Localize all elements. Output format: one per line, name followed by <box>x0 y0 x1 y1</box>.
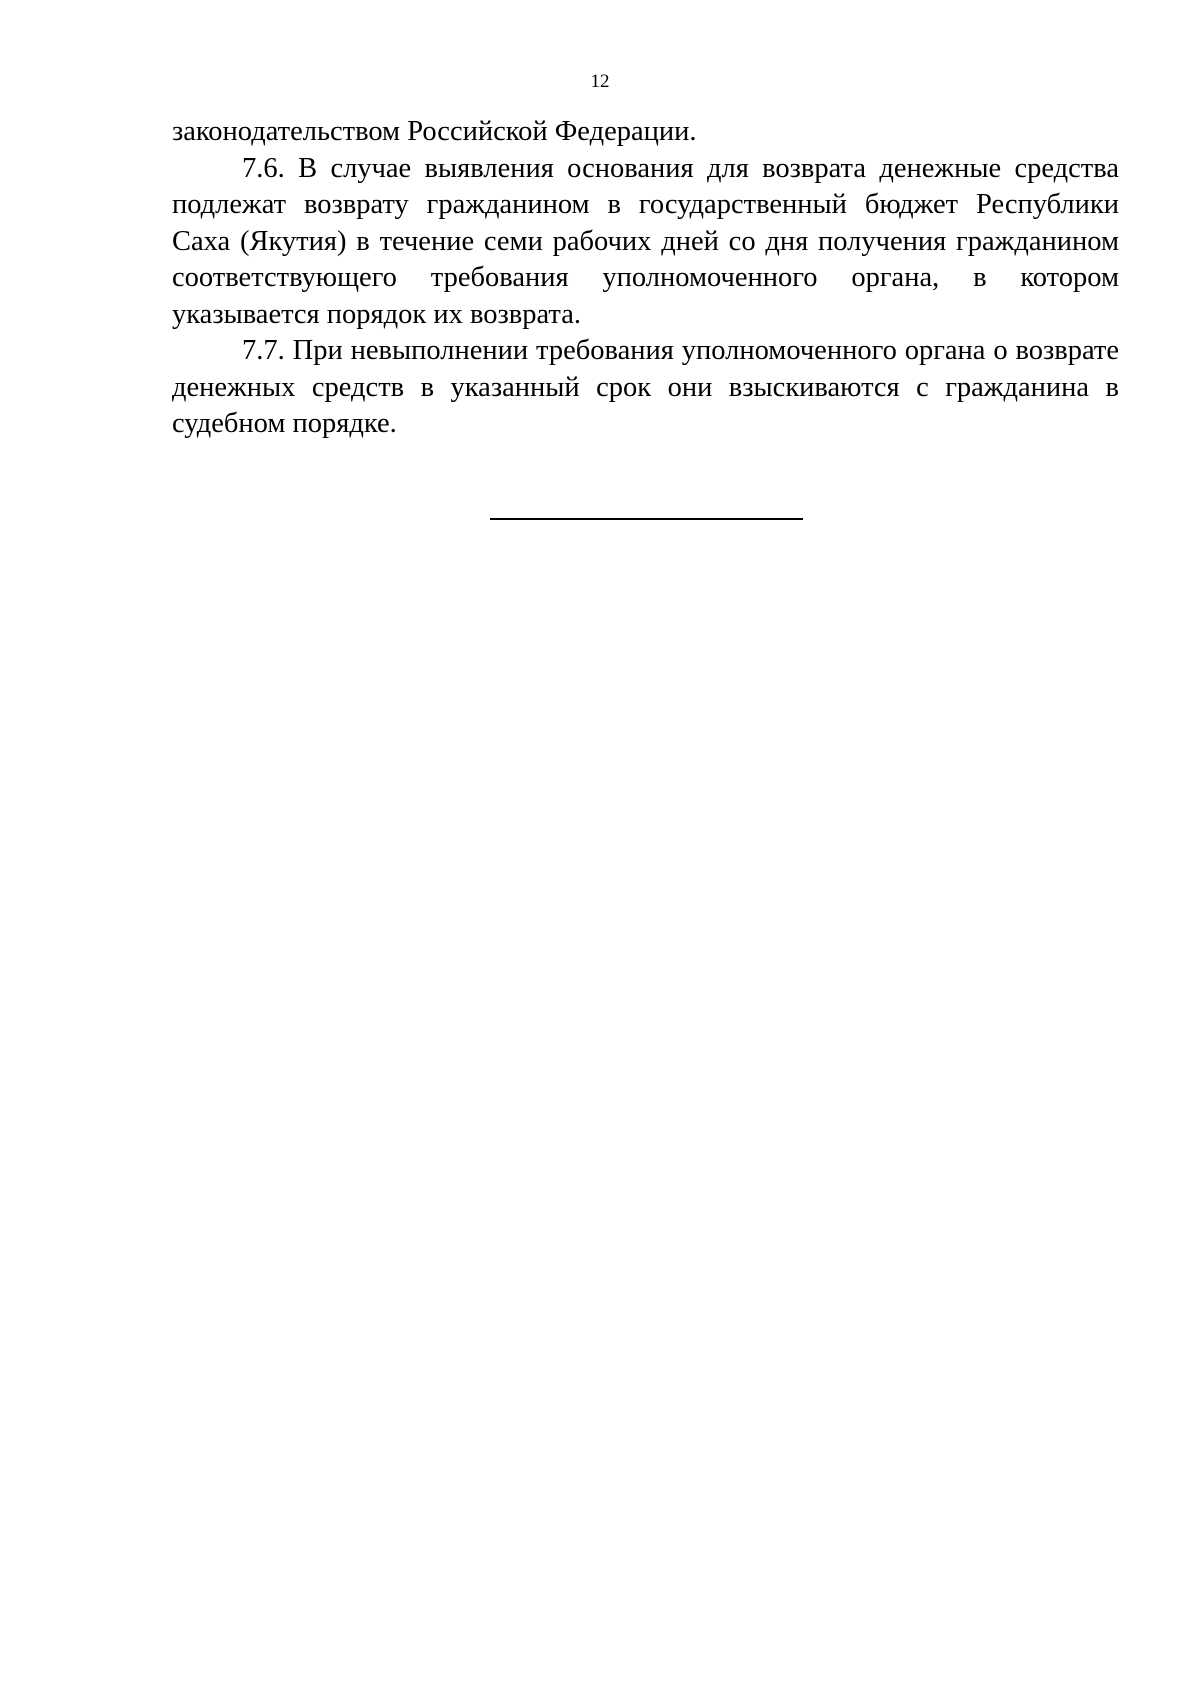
paragraph-clause-7-6: 7.6. В случае выявления основания для возврата денежные средства подлежат возврату гражданином в государственный бюджет Республики Саха (Якутия) в течение семи рабочих дней со дня получения гражданином соответствующего требования уполномоченного органа, в котором указывается порядок их возврата. <box>172 152 1119 330</box>
document-body <box>172 114 1119 443</box>
paragraph-clause-7-7: 7.7. При невыполнении требования уполномоченного органа о возврате денежных средств в указанный срок они взыскиваются с гражданина в судебном порядке. <box>172 335 1119 439</box>
page-number: 12 <box>590 71 610 92</box>
closing-divider-line <box>490 518 803 520</box>
paragraph-continuation: законодательством Российской Федерации. <box>172 116 697 147</box>
